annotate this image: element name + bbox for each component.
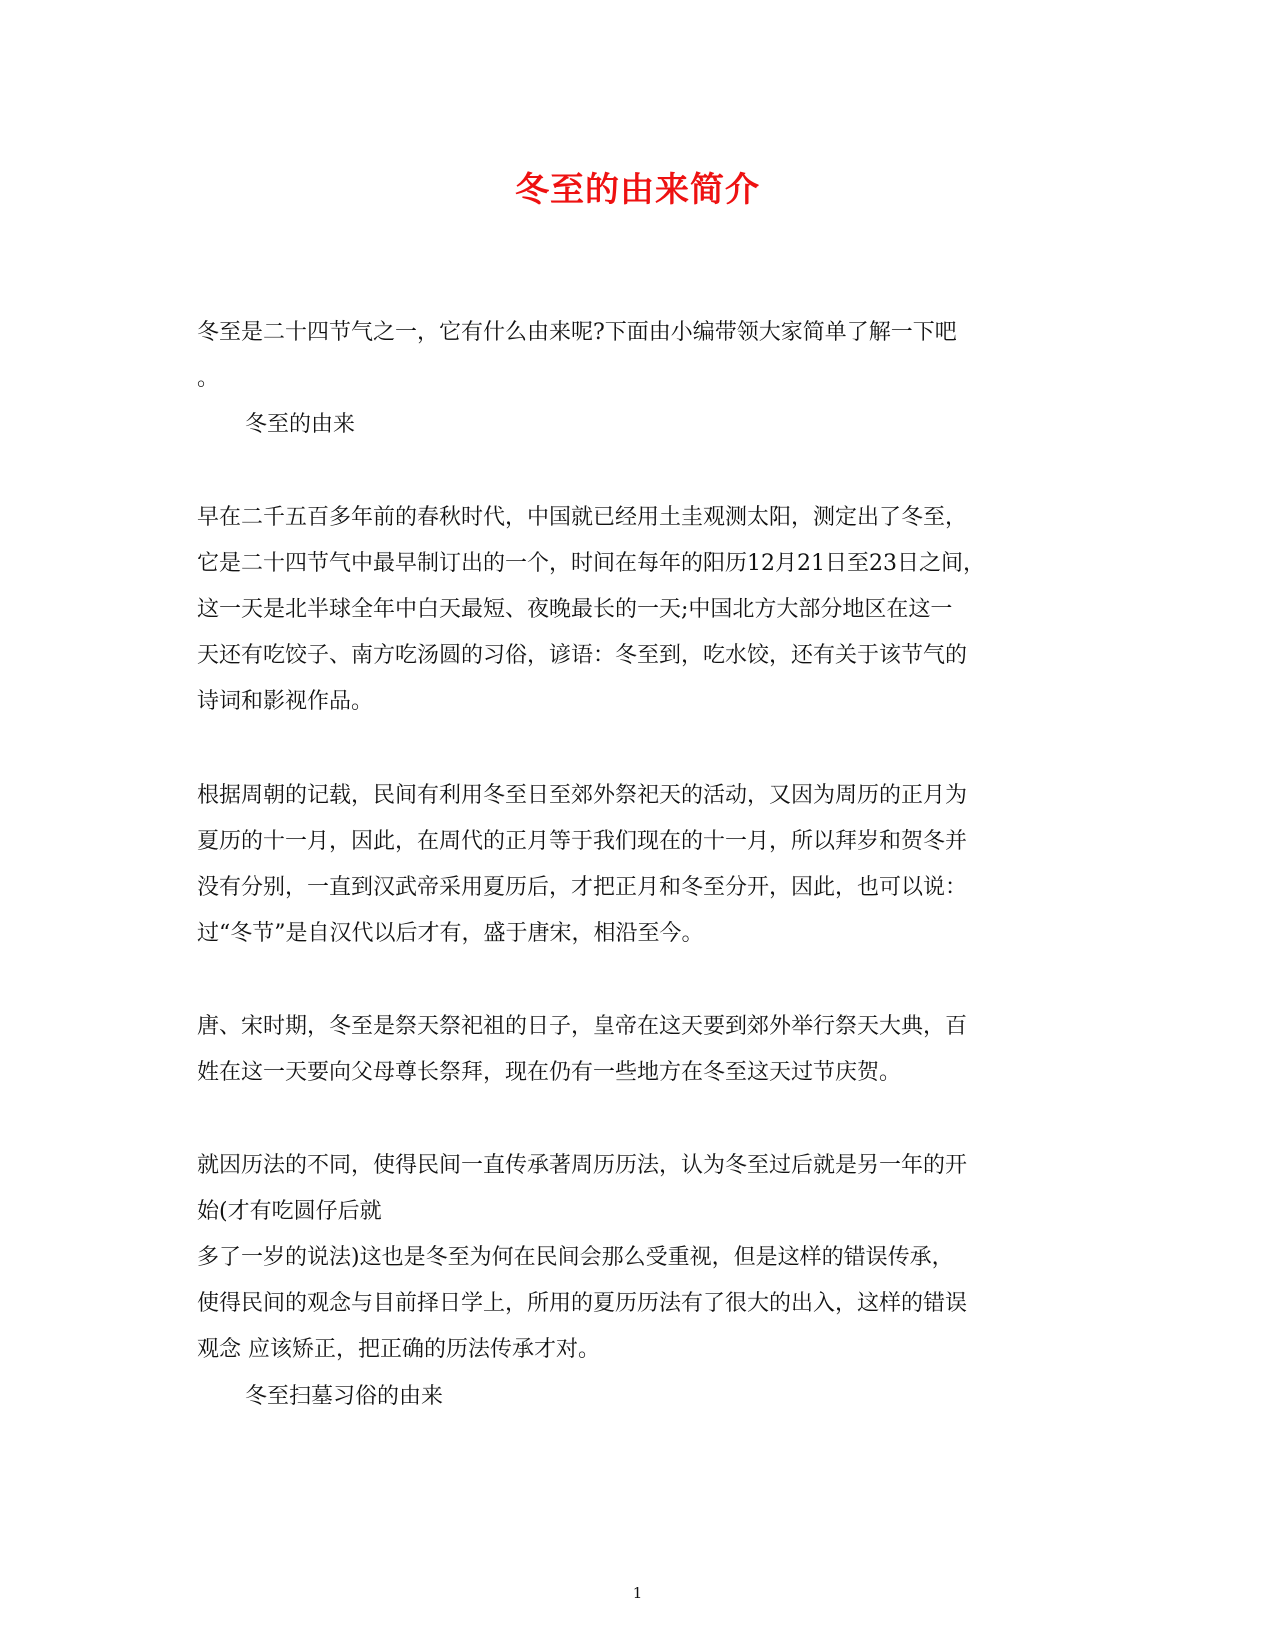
para1-line-4: 天还有吃饺子、南方吃汤圆的习俗，谚语：冬至到，吃水饺，还有关于该节气的 bbox=[197, 643, 968, 668]
para4-line-5: 观念 应该矫正，把正确的历法传承才对。 bbox=[197, 1337, 600, 1362]
para4-line-1: 就因历法的不同，使得民间一直传承著周历历法，认为冬至过后就是另一年的开 bbox=[197, 1153, 968, 1178]
document-title: 冬至的由来简介 bbox=[515, 170, 760, 210]
para4-line-4: 使得民间的观念与目前择日学上，所用的夏历历法有了很大的出入，这样的错误 bbox=[197, 1291, 968, 1316]
para2-line-3: 没有分别，一直到汉武帝采用夏历后，才把正月和冬至分开，因此，也可以说： bbox=[197, 875, 968, 900]
para2-line-4: 过“冬节”是自汉代以后才有，盛于唐宋，相沿至今。 bbox=[197, 921, 704, 946]
intro-line-2: 。 bbox=[197, 366, 220, 391]
page-number: 1 bbox=[632, 1584, 643, 1602]
section-heading-origin: 冬至的由来 bbox=[245, 412, 356, 437]
para2-line-1: 根据周朝的记载，民间有利用冬至日至郊外祭祀天的活动，又因为周历的正月为 bbox=[197, 783, 968, 808]
para1-line-1: 早在二千五百多年前的春秋时代，中国就已经用土圭观测太阳，测定出了冬至， bbox=[197, 505, 968, 530]
para1-line-5: 诗词和影视作品。 bbox=[197, 689, 374, 714]
para4-line-2: 始(才有吃圆仔后就 bbox=[197, 1199, 382, 1224]
para3-line-2: 姓在这一天要向父母尊长祭拜，现在仍有一些地方在冬至这天过节庆贺。 bbox=[197, 1060, 902, 1085]
para1-line-2: 它是二十四节气中最早制订出的一个，时间在每年的阳历12月21日至23日之间， bbox=[197, 551, 985, 576]
para1-line-3: 这一天是北半球全年中白天最短、夜晚最长的一天;中国北方大部分地区在这一 bbox=[197, 597, 953, 622]
para4-line-3: 多了一岁的说法)这也是冬至为何在民间会那么受重视，但是这样的错误传承， bbox=[197, 1245, 954, 1270]
intro-line-1: 冬至是二十四节气之一，它有什么由来呢?下面由小编带领大家简单了解一下吧 bbox=[197, 320, 957, 345]
section-heading-tomb-sweeping: 冬至扫墓习俗的由来 bbox=[245, 1384, 444, 1409]
para3-line-1: 唐、宋时期，冬至是祭天祭祀祖的日子，皇帝在这天要到郊外举行祭天大典，百 bbox=[197, 1014, 968, 1039]
para2-line-2: 夏历的十一月，因此，在周代的正月等于我们现在的十一月，所以拜岁和贺冬并 bbox=[197, 829, 968, 854]
